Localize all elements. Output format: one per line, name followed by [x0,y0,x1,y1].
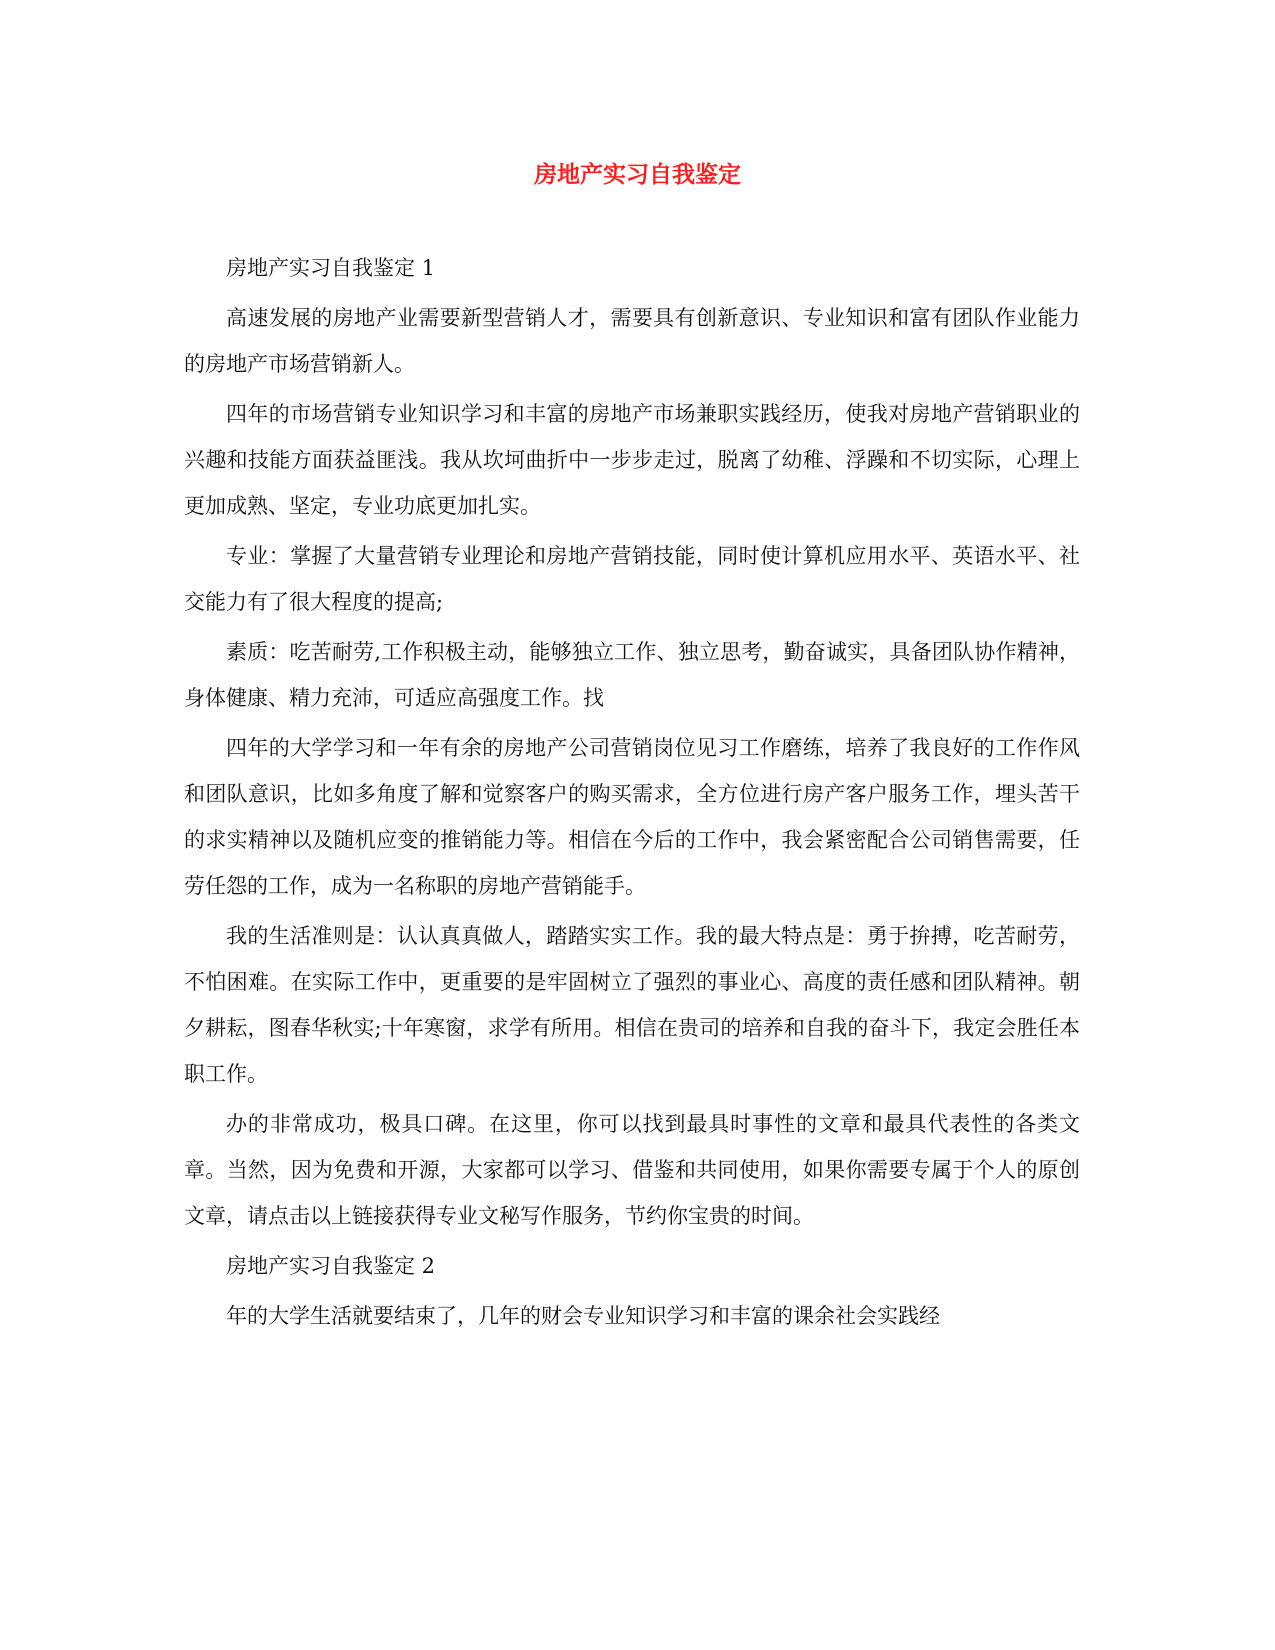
section-heading-1: 房地产实习自我鉴定 1 [226,256,436,280]
paragraph-intro: 高速发展的房地产业需要新型营销人才，需要具有创新意识、专业知识和富有团队作业能力的房地产市场营销新人。 [184,306,1080,376]
paragraph-life-principles: 我的生活准则是：认认真真做人，踏踏实实工作。我的最大特点是：勇于拚搏，吃苦耐劳，不怕困难。在实际工作中，更重要的是牢固树立了强烈的事业心、高度的责任感和团队精神。朝夕耕耘，图春华秋实;十年寒窗，求学有所用。相信在贵司的培养和自我的奋斗下，我定会胜任本职工作。 [184,924,1080,1086]
section-heading-2: 房地产实习自我鉴定 2 [226,1254,436,1278]
document-title: 房地产实习自我鉴定 [534,161,741,188]
paragraph-experience: 四年的市场营销专业知识学习和丰富的房地产市场兼职实践经历，使我对房地产营销职业的兴趣和技能方面获益匪浅。我从坎坷曲折中一步步走过，脱离了幼稚、浮躁和不切实际，心理上更加成熟、坚定，专业功底更加扎实。 [184,402,1080,518]
paragraph-quality: 素质：吃苦耐劳,工作积极主动，能够独立工作、独立思考，勤奋诚实，具备团队协作精神，身体健康、精力充沛，可适应高强度工作。找 [184,640,1080,710]
paragraph-internship: 四年的大学学习和一年有余的房地产公司营销岗位见习工作磨练，培养了我良好的工作作风和团队意识，比如多角度了解和觉察客户的购买需求，全方位进行房产客户服务工作，埋头苦干的求实精神以及随机应变的推销能力等。相信在今后的工作中，我会紧密配合公司销售需要，任劳任怨的工作，成为一名称职的房地产营销能手。 [184,736,1080,898]
paragraph-section-2-start: 年的大学生活就要结束了，几年的财会专业知识学习和丰富的课余社会实践经 [226,1304,940,1328]
paragraph-site-note: 办的非常成功，极具口碑。在这里，你可以找到最具时事性的文章和最具代表性的各类文章。当然，因为免费和开源，大家都可以学习、借鉴和共同使用，如果你需要专属于个人的原创文章，请点击以上链接获得专业文秘写作服务，节约你宝贵的时间。 [184,1112,1080,1228]
paragraph-professional: 专业：掌握了大量营销专业理论和房地产营销技能，同时使计算机应用水平、英语水平、社交能力有了很大程度的提高; [184,544,1080,614]
document-body [184,245,1080,1343]
